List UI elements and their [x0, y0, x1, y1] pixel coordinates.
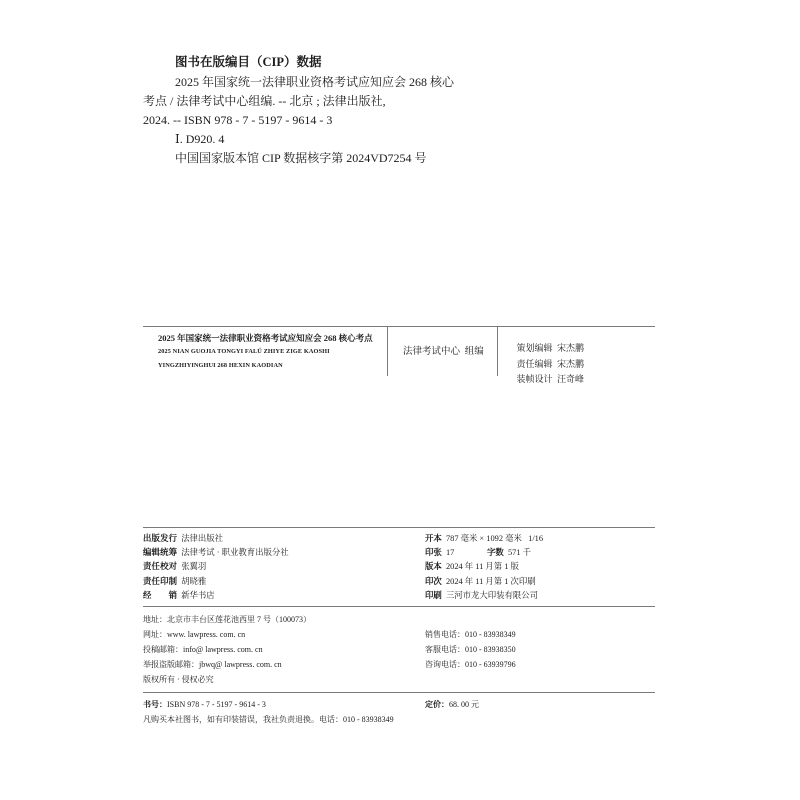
publication-value: 法律出版社: [181, 534, 224, 543]
publication-value: 571 千: [507, 548, 531, 557]
publication-row: [425, 547, 454, 558]
divider-line: [143, 606, 655, 607]
publication-value: 法律考试 · 职业教育出版分社: [181, 548, 289, 557]
cip-line: Ⅰ. D920. 4: [175, 132, 225, 146]
book-title-pinyin: YINGZHIYINGHUI 268 HEXIN KAODIAN: [158, 362, 283, 369]
divider-line: [143, 326, 655, 327]
piracy-report-email: 举报盗版邮箱：jbwq@ lawpress. com. cn: [143, 660, 282, 669]
publication-label: 印次: [425, 577, 442, 586]
publication-row: [143, 576, 206, 587]
return-notice: 凡购买本社图书，如有印装错误，我社负责退换。电话：010 - 83938349: [143, 715, 394, 724]
publication-value: 三河市龙大印装有限公司: [445, 591, 539, 600]
book-title-pinyin: 2025 NIAN GUOJIA TONGYI FALÜ ZHIYE ZIGE KAOSHI: [158, 348, 330, 355]
publication-row: [143, 590, 215, 601]
price-value: 68. 00 元: [449, 700, 479, 709]
publication-value: 2024 年 11 月第 1 次印刷: [445, 577, 536, 586]
publication-value: 17: [445, 548, 455, 557]
isbn: [143, 699, 266, 710]
publication-label: 编辑统筹: [143, 548, 177, 557]
publication-label: 出版发行: [143, 534, 177, 543]
address: 地址：北京市丰台区莲花池西里 7 号（100073）: [143, 615, 311, 624]
editor-role: 策划编辑: [516, 343, 553, 353]
publication-row: [425, 590, 538, 601]
cip-line: 考点 / 法律考试中心组编. -- 北京 ; 法律出版社,: [143, 94, 386, 108]
publication-row: [425, 576, 536, 587]
publication-value: 张翼羽: [181, 562, 207, 571]
isbn-value: ISBN 978 - 7 - 5197 - 9614 - 3: [167, 700, 266, 709]
publication-row: [487, 547, 531, 558]
book-title-cn: 2025 年国家统一法律职业资格考试应知应会 268 核心考点: [158, 333, 373, 343]
editor-role: 装帧设计: [516, 374, 553, 384]
inquiry-phone: 咨询电话：010 - 63939796: [425, 660, 516, 669]
publication-value: 新华书店: [181, 591, 215, 600]
publication-label: 责任印制: [143, 577, 177, 586]
publication-label: 印刷: [425, 591, 442, 600]
cip-line: 中国国家版本馆 CIP 数据核字第 2024VD7254 号: [175, 151, 427, 165]
price-label: 定价：: [425, 700, 449, 709]
column-divider: [387, 326, 388, 376]
editor-name: 宋杰鹏: [557, 343, 585, 353]
editor-role: 责任编辑: [516, 359, 553, 369]
publication-label: 版本: [425, 562, 442, 571]
submission-email: 投稿邮箱：info@ lawpress. com. cn: [143, 645, 263, 654]
editor-name: 宋杰鹏: [557, 359, 585, 369]
publication-label: 经销: [143, 591, 177, 600]
service-phone: 客服电话：010 - 83938350: [425, 645, 516, 654]
publication-row: [143, 561, 206, 572]
copyright-notice: 版权所有 · 侵权必究: [143, 675, 214, 684]
isbn-label: 书号：: [143, 700, 167, 709]
cip-heading: 图书在版编目（CIP）数据: [175, 55, 322, 69]
publication-row: [143, 547, 289, 558]
column-divider: [497, 326, 498, 376]
sales-phone: 销售电话：010 - 83938349: [425, 630, 516, 639]
publication-value: 胡晓雅: [181, 577, 207, 586]
cip-line: 2024. -- ISBN 978 - 7 - 5197 - 9614 - 3: [143, 113, 333, 127]
publication-label: 字数: [487, 548, 504, 557]
editor-name: 汪奇峰: [557, 374, 585, 384]
divider-line: [143, 692, 655, 693]
publication-row: [425, 561, 519, 572]
editor-credit: [503, 361, 584, 397]
publication-value: 2024 年 11 月第 1 版: [445, 562, 519, 571]
cip-line: 2025 年国家统一法律职业资格考试应知应会 268 核心: [175, 75, 455, 89]
publication-label: 责任校对: [143, 562, 177, 571]
publication-label: 印张: [425, 548, 442, 557]
compiler: 法律考试中心 组编: [403, 347, 484, 357]
divider-line: [143, 527, 655, 528]
price: [425, 699, 479, 710]
publication-row: [143, 533, 223, 544]
publication-row: [425, 533, 543, 544]
publication-label: 开本: [425, 534, 442, 543]
website: 网址：www. lawpress. com. cn: [143, 630, 246, 639]
publication-value: 787 毫米 × 1092 毫米 1/16: [445, 534, 544, 543]
